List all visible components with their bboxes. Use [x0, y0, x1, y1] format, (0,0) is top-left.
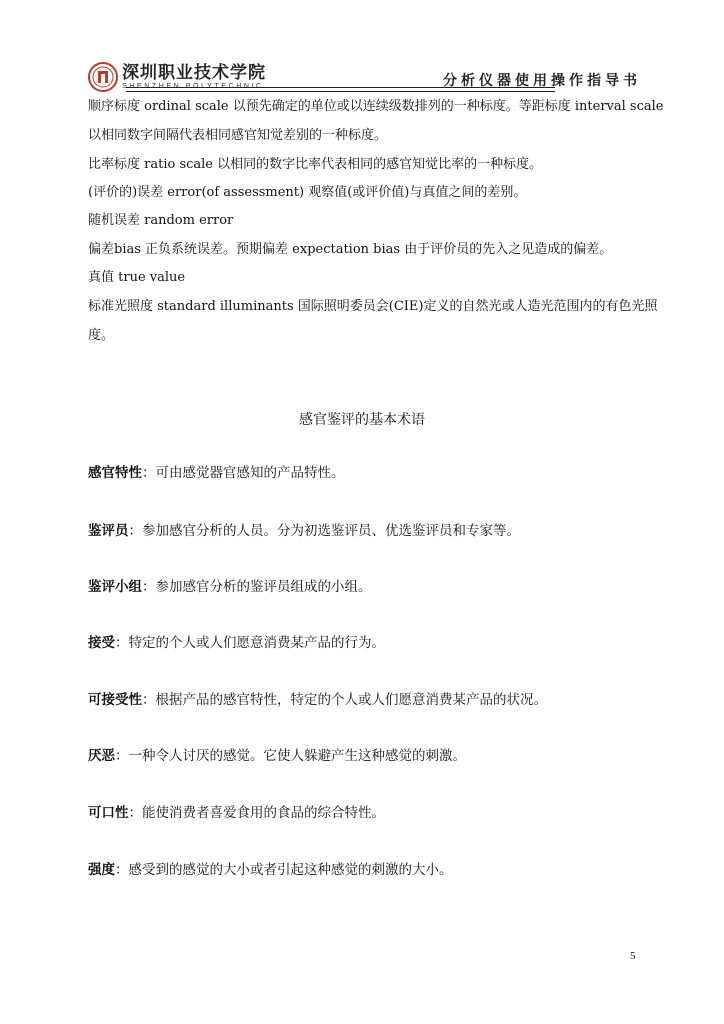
page-number: 5 [630, 950, 636, 962]
term-separator: ： [142, 465, 156, 481]
guide-title: 分析仪器使用操作指导书 [443, 73, 641, 89]
definition-line: 比率标度 ratio scale 以相同的数字比率代表相同的感官知觉比率的一种标度。 [88, 157, 543, 172]
term-separator: ： [142, 579, 156, 595]
definition-line: 标准光照度 standard illuminants 国际照明委员会(CIE)定义的自然光或人造光范围内的有色光照 [88, 299, 658, 314]
term-description: 能使消费者喜爱食用的食品的综合特性。 [142, 805, 385, 821]
definition-line: 偏差bias 正负系统误差。预期偏差 expectation bias 由于评价员的先入之见造成的偏差。 [88, 242, 613, 257]
header-rule-bottom [126, 91, 555, 92]
term-name: 鉴评小组 [88, 579, 142, 595]
term-entry [88, 577, 372, 597]
school-logo-icon [88, 62, 118, 92]
term-name: 感官特性 [88, 465, 142, 481]
term-separator: ： [142, 692, 156, 708]
definition-line: 真值 true value [88, 270, 186, 285]
term-description: 可由感觉器官感知的产品特性。 [155, 465, 345, 481]
definition-line: 顺序标度 ordinal scale 以预先确定的单位或以连续级数排列的一种标度。等距标度 interval scale [88, 99, 664, 114]
header-rule-top [126, 87, 555, 88]
term-separator: ： [115, 862, 129, 878]
term-description: 根据产品的感官特性，特定的个人或人们愿意消费某产品的状况。 [155, 692, 547, 708]
term-separator: ： [128, 805, 142, 821]
definition-line: (评价的)误差 error(of assessment) 观察值(或评价值)与真值之间的差别。 [88, 185, 527, 200]
term-description: 参加感官分析的人员。分为初选鉴评员、优选鉴评员和专家等。 [142, 523, 520, 539]
definition-line: 度。 [88, 328, 115, 343]
term-entry [88, 633, 385, 653]
definition-line: 以相同数字间隔代表相同感官知觉差别的一种标度。 [88, 128, 388, 143]
term-name: 鉴评员 [88, 523, 129, 539]
term-entry [88, 860, 453, 880]
term-separator: ： [115, 748, 129, 764]
term-entry [88, 746, 466, 766]
term-name: 强度 [88, 862, 115, 878]
school-name-cn: 深圳职业技术学院 [122, 63, 266, 83]
term-entry [88, 690, 547, 710]
term-name: 可接受性 [88, 692, 142, 708]
school-name-en: SHENZHEN POLYTECHNIC [122, 83, 264, 90]
term-entry [88, 463, 345, 483]
term-entry [88, 803, 385, 823]
term-entry [88, 521, 520, 541]
term-description: 感受到的感觉的大小或者引起这种感觉的刺激的大小。 [128, 862, 453, 878]
term-separator: ： [128, 523, 142, 539]
term-separator: ： [115, 635, 129, 651]
term-description: 参加感官分析的鉴评员组成的小组。 [155, 579, 372, 595]
term-description: 特定的个人或人们愿意消费某产品的行为。 [128, 635, 385, 651]
definition-line: 随机误差 random error [88, 213, 234, 228]
term-name: 接受 [88, 635, 115, 651]
term-name: 厌恶 [88, 748, 115, 764]
term-name: 可口性 [88, 805, 129, 821]
term-description: 一种令人讨厌的感觉。它使人躲避产生这种感觉的刺激。 [128, 748, 466, 764]
section-title: 感官鉴评的基本术语 [299, 412, 425, 428]
